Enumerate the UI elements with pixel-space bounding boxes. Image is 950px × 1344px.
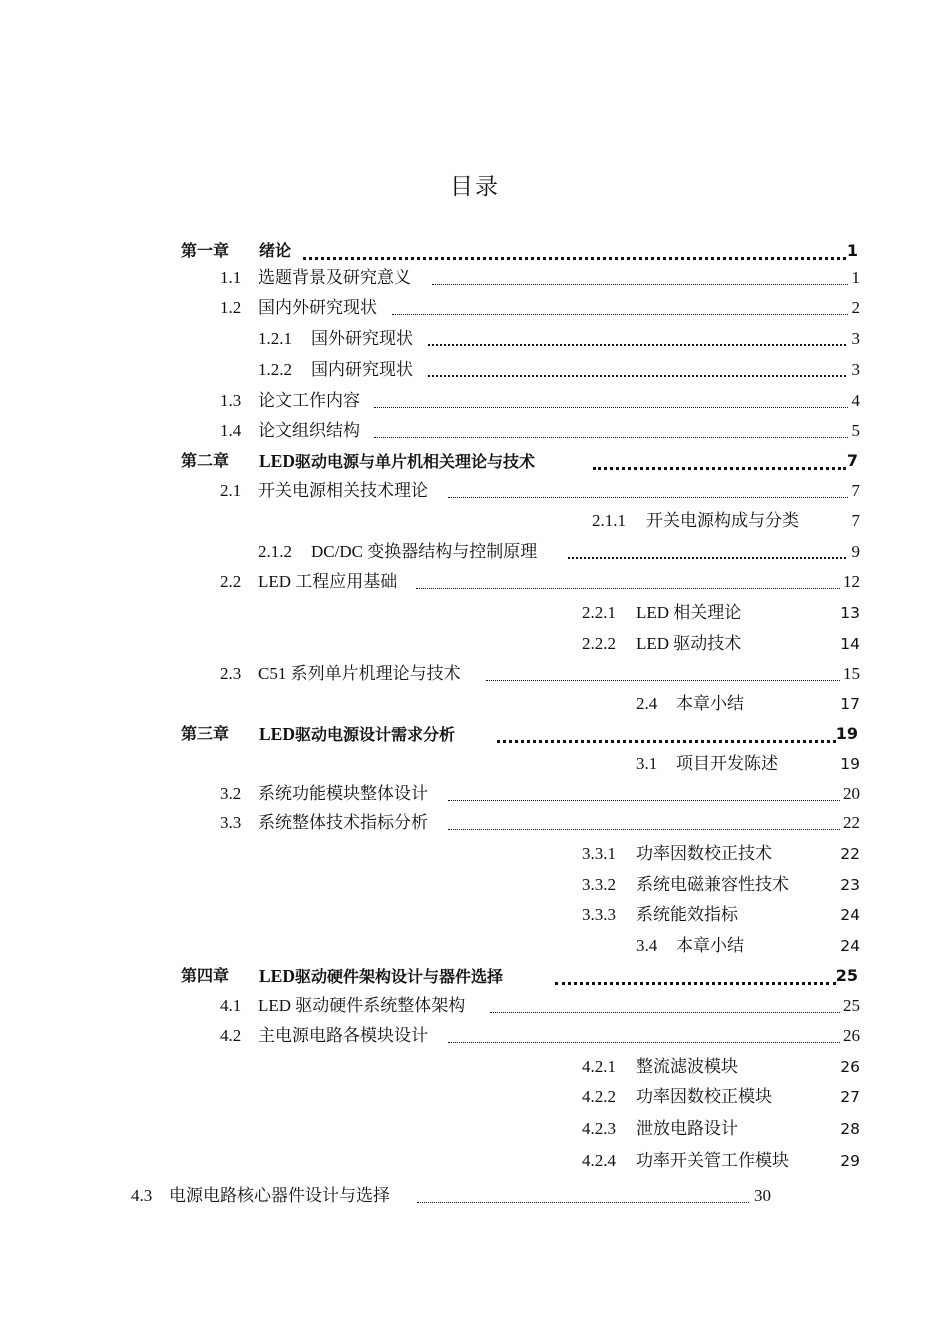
toc-section-3-4[interactable] [520,931,860,961]
toc-subsection-2-1-2[interactable] [258,537,860,567]
toc-subsection-3-3-2[interactable] [520,870,860,900]
toc-subsection-4-2-1[interactable] [520,1052,860,1082]
page-number: 12 [843,572,860,591]
section-title: 论文工作内容 [258,391,360,410]
section-title: LED 驱动硬件系统整体架构 [258,996,466,1015]
subsection-number: 4.2.4 [582,1151,616,1170]
leader-dots [448,495,848,498]
toc-section-3-2[interactable] [220,779,860,809]
toc-section-1-1[interactable] [220,263,860,293]
page-number: 5 [851,421,860,440]
toc-subsection-4-2-3[interactable] [520,1114,860,1144]
toc-chapter-4[interactable] [181,961,860,991]
toc-subsection-1-2-1[interactable] [258,324,860,354]
toc-section-2-1[interactable] [220,476,860,506]
chapter-title-latin: LED [259,451,295,471]
section-number: 2.1 [220,481,242,500]
page-number: 2 [851,298,860,317]
leader-dots [303,254,846,260]
section-number: 4.1 [220,996,242,1015]
toc-section-1-2[interactable] [220,293,860,323]
page-number: 22 [840,845,860,863]
subsection-title: DC/DC 变换器结构与控制原理 [311,542,538,561]
subsection-title: 功率因数校正技术 [636,844,772,863]
section-number: 3.3 [220,813,242,832]
section-number: 1.4 [220,421,242,440]
section-title: 本章小结 [676,936,744,955]
section-title: 选题背景及研究意义 [258,268,411,287]
subsection-title: 功率开关管工作模块 [636,1151,789,1170]
subsection-title: 国外研究现状 [311,329,413,348]
toc-subsection-3-3-1[interactable] [520,839,860,869]
page-number: 4 [851,391,860,410]
page-number: 28 [840,1120,860,1138]
leader-dots [374,405,848,408]
subsection-title: 开关电源构成与分类 [646,511,799,530]
toc-section-3-3[interactable] [220,808,860,838]
subsection-number: 1.2.2 [258,360,292,379]
subsection-number: 1.2.1 [258,329,292,348]
page-number: 3 [851,360,860,379]
section-number: 2.3 [220,664,242,683]
subsection-title: LED 驱动技术 [636,634,742,653]
leader-dots [374,435,848,438]
section-title: 系统整体技术指标分析 [258,813,428,832]
section-number: 1.2 [220,298,242,317]
toc-subsection-2-2-2[interactable] [520,629,860,659]
page-number: 20 [843,784,860,803]
toc-section-4-1[interactable] [220,991,860,1021]
toc-subsection-1-2-2[interactable] [258,355,860,385]
leader-dots [490,1010,840,1013]
page-number: 23 [840,876,860,894]
chapter-title [259,961,503,992]
chapter-title-chinese: 驱动硬件架构设计与器件选择 [294,967,503,986]
page-number: 14 [840,635,860,653]
toc-chapter-3[interactable] [181,719,860,749]
subsection-number: 2.2.2 [582,634,616,653]
subsection-title: 国内研究现状 [311,360,413,379]
leader-dots [428,341,846,346]
toc-section-1-3[interactable] [220,386,860,416]
page-number: 15 [843,664,860,683]
page-number: 17 [840,695,860,713]
chapter-label: 第一章 [181,241,230,260]
subsection-number: 2.1.2 [258,542,292,561]
leader-dots [417,1200,749,1203]
toc-subsection-2-2-1[interactable] [520,598,860,628]
page-number: 9 [851,542,860,561]
chapter-title: 绪论 [259,241,292,260]
chapter-label: 第二章 [181,451,230,470]
leader-dots [593,464,846,470]
leader-dots [432,282,848,285]
page-number: 30 [754,1186,771,1205]
subsection-number: 4.2.2 [582,1087,616,1106]
chapter-label: 第四章 [181,966,230,985]
section-number: 2.2 [220,572,242,591]
section-title: 开关电源相关技术理论 [258,481,428,500]
subsection-title: LED 相关理论 [636,603,742,622]
toc-section-4-3[interactable] [131,1181,771,1211]
chapter-label: 第三章 [181,724,230,743]
subsection-title: 整流滤波模块 [636,1057,738,1076]
chapter-title [259,719,455,750]
section-number: 3.1 [636,754,658,773]
subsection-title: 系统能效指标 [636,905,738,924]
section-title: LED 工程应用基础 [258,572,398,591]
page-number: 7 [846,451,858,470]
page-number: 19 [840,755,860,773]
subsection-number: 2.2.1 [582,603,616,622]
page-number: 26 [840,1058,860,1076]
toc-subsection-4-2-2[interactable] [520,1082,860,1112]
leader-dots [448,827,840,830]
page-number: 24 [840,906,860,924]
section-number: 4.3 [131,1186,153,1205]
toc-subsection-3-3-3[interactable] [520,900,860,930]
section-number: 4.2 [220,1026,242,1045]
section-title: 本章小结 [676,694,744,713]
page-number: 13 [840,604,860,622]
page-number: 3 [851,329,860,348]
leader-dots [568,554,846,559]
toc-section-2-4[interactable] [520,689,860,719]
leader-dots [448,798,840,801]
section-title: 电源电路核心器件设计与选择 [169,1186,390,1205]
subsection-number: 3.3.1 [582,844,616,863]
subsection-number: 4.2.3 [582,1119,616,1138]
toc-subsection-2-1-1[interactable] [520,506,860,536]
subsection-title: 泄放电路设计 [636,1119,738,1138]
toc-section-4-2[interactable] [220,1021,860,1051]
toc-chapter-1[interactable] [181,236,860,266]
section-title: 国内外研究现状 [258,298,377,317]
page-number: 1 [846,241,858,260]
chapter-title-latin: LED [259,966,295,986]
leader-dots [416,586,840,589]
page-number: 27 [840,1088,860,1106]
section-number: 2.4 [636,694,658,713]
chapter-title [259,446,535,477]
chapter-title-chinese: 驱动电源设计需求分析 [294,725,455,744]
subsection-number: 2.1.1 [592,511,626,530]
page-number: 1 [851,268,860,287]
subsection-number: 3.3.3 [582,905,616,924]
leader-dots [555,979,836,985]
section-title: 论文组织结构 [258,421,360,440]
subsection-number: 3.3.2 [582,875,616,894]
toc-subsection-4-2-4[interactable] [520,1146,860,1176]
leader-dots [497,737,836,743]
section-title: 系统功能模块整体设计 [258,784,428,803]
subsection-title: 系统电磁兼容性技术 [636,875,789,894]
section-number: 1.3 [220,391,242,410]
section-number: 1.1 [220,268,242,287]
page-number: 24 [840,937,860,955]
page-number: 22 [843,813,860,832]
toc-section-3-1[interactable] [520,749,860,779]
page-number: 26 [843,1026,860,1045]
page-number: 7 [851,481,860,500]
page-number: 25 [835,966,858,985]
chapter-title-latin: LED [259,724,295,744]
page-number: 7 [851,511,860,530]
leader-dots [448,1040,840,1043]
page-number: 19 [835,724,858,743]
subsection-number: 4.2.1 [582,1057,616,1076]
leader-dots [392,312,848,315]
toc-section-2-2[interactable] [220,567,860,597]
leader-dots [486,678,840,681]
subsection-title: 功率因数校正模块 [636,1087,772,1106]
toc-title: 目录 [450,174,500,200]
page-number: 25 [843,996,860,1015]
leader-dots [428,372,846,377]
toc-section-1-4[interactable] [220,416,860,446]
section-title: 主电源电路各模块设计 [258,1026,428,1045]
toc-chapter-2[interactable] [181,446,860,476]
toc-section-2-3[interactable] [220,659,860,689]
section-title: 项目开发陈述 [676,754,778,773]
section-number: 3.4 [636,936,658,955]
chapter-title-chinese: 驱动电源与单片机相关理论与技术 [294,452,535,471]
section-title: C51 系列单片机理论与技术 [258,664,461,683]
section-number: 3.2 [220,784,242,803]
page-number: 29 [840,1152,860,1170]
